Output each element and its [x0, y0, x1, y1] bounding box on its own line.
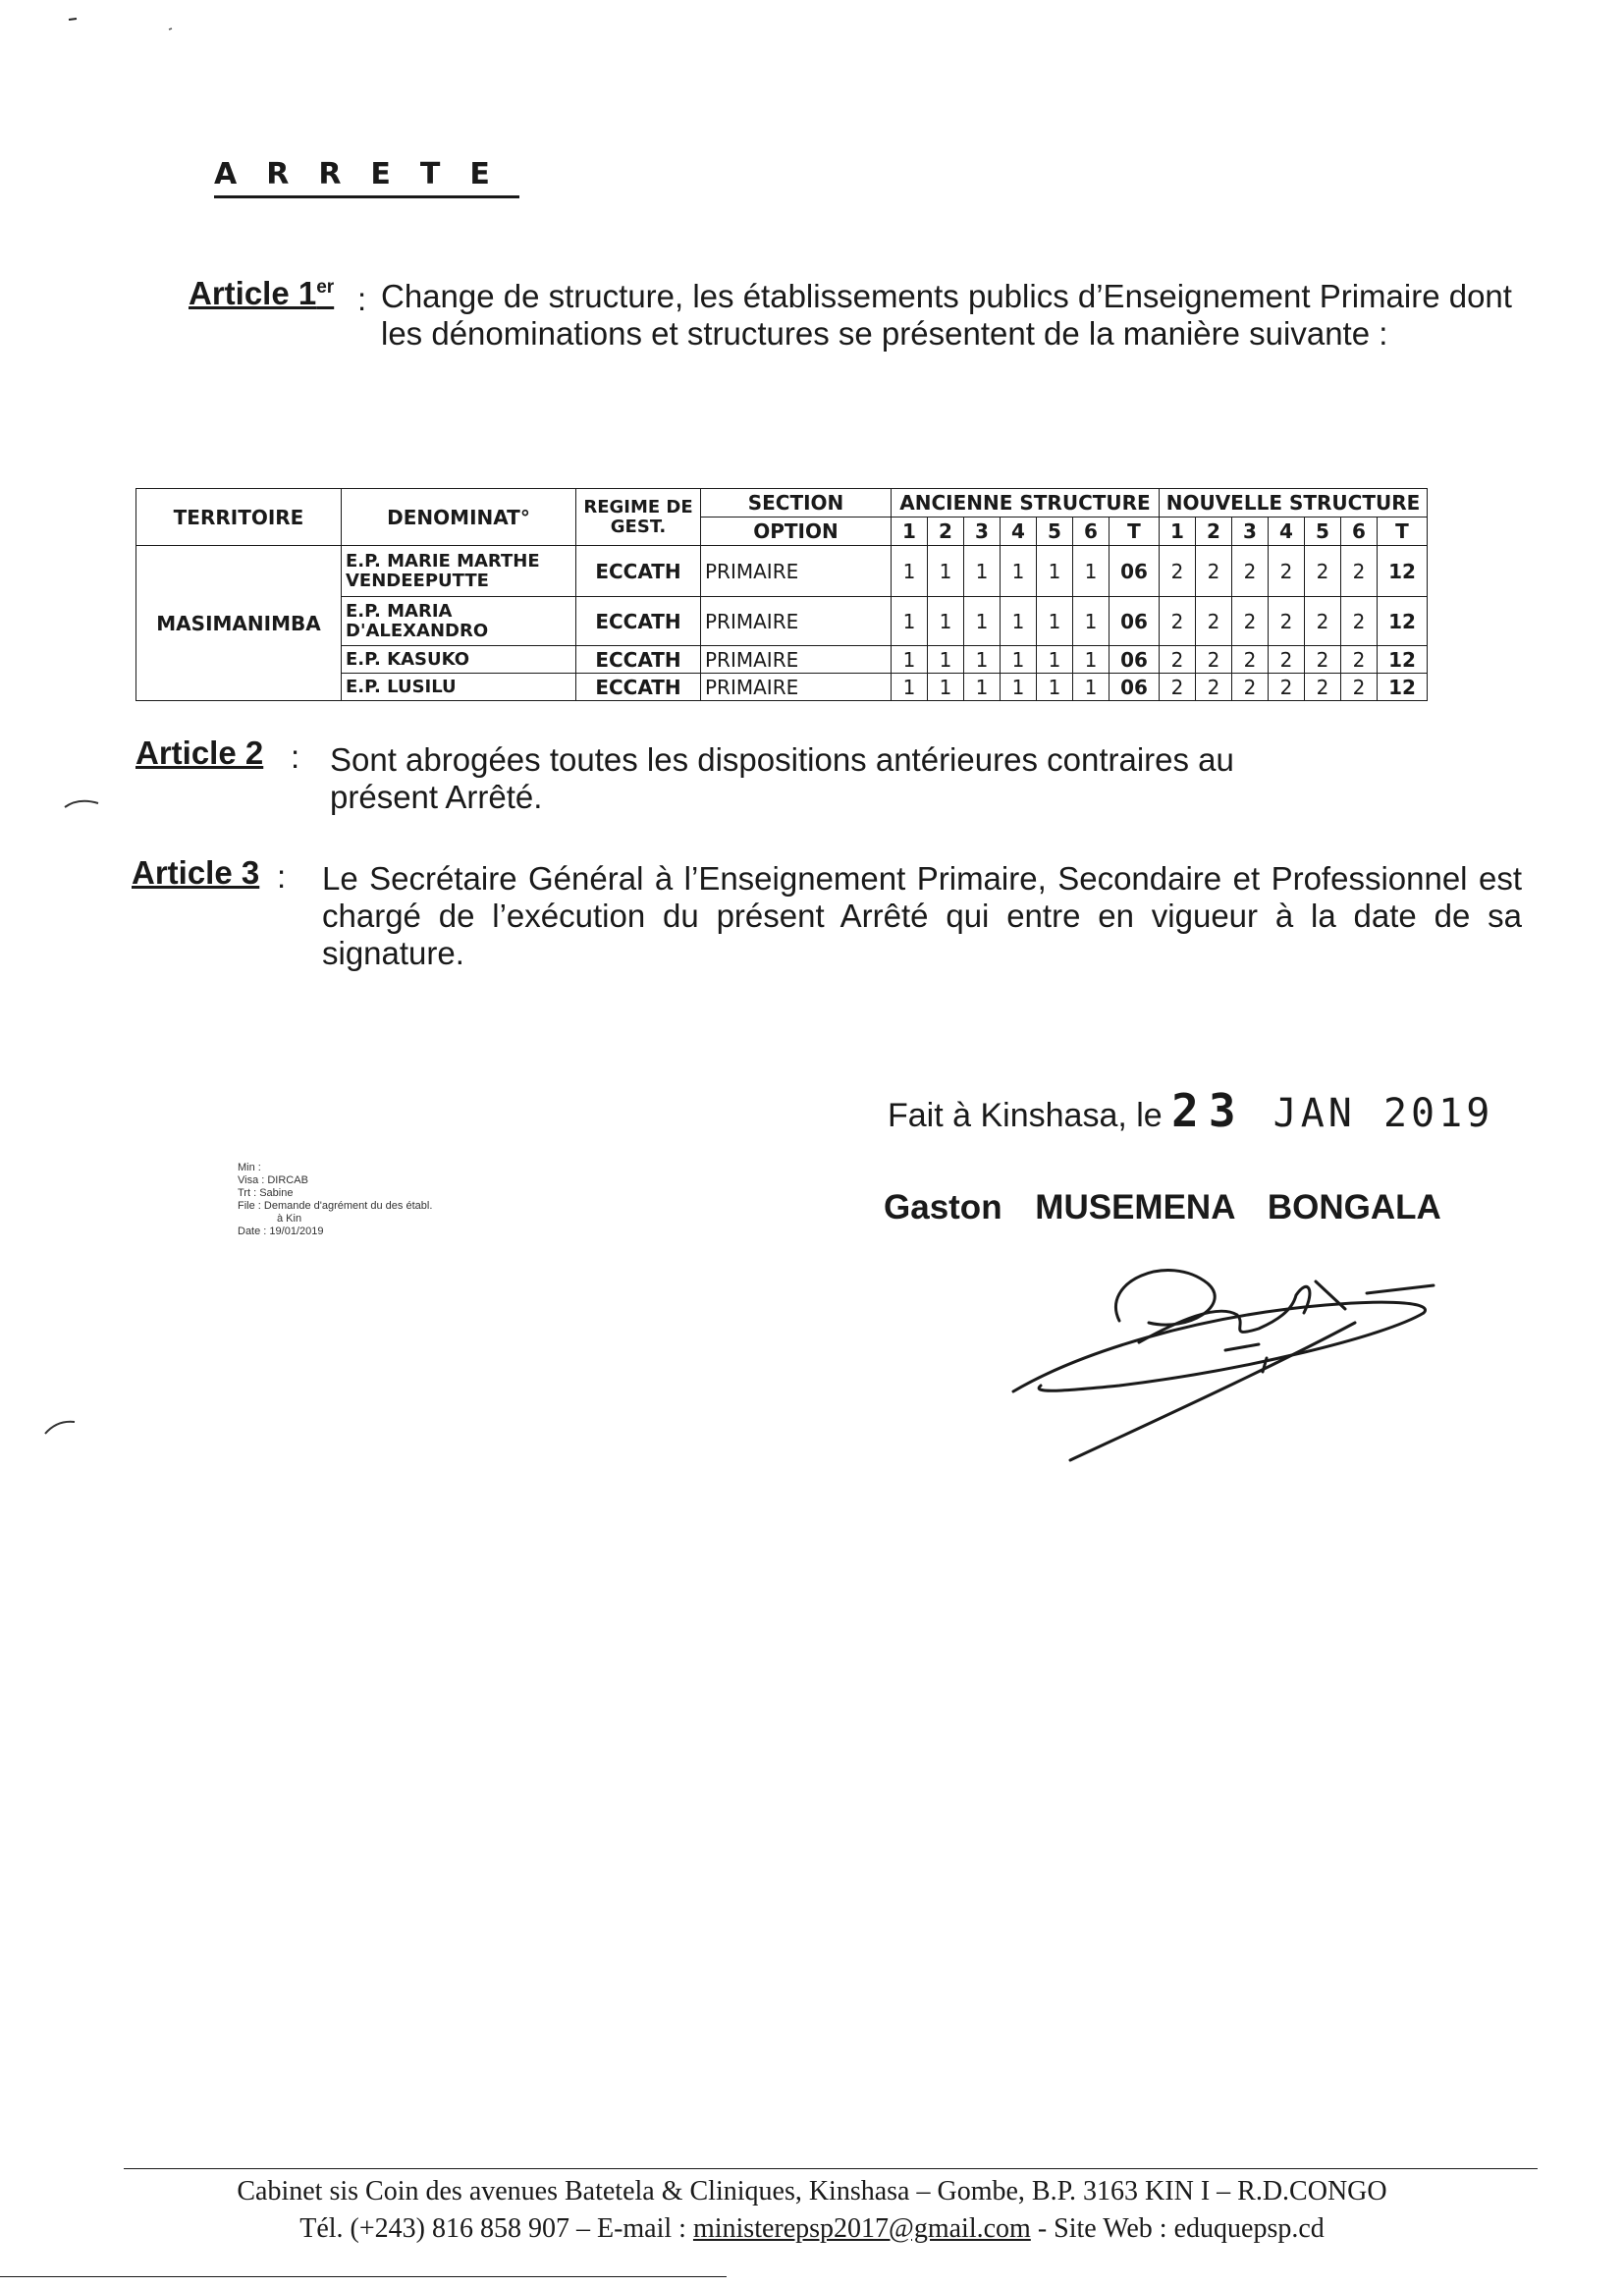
nouvelle-total-cell: 12: [1378, 646, 1428, 674]
nouvelle-cell: 2: [1232, 546, 1269, 597]
header-col: 2: [928, 518, 964, 546]
ancienne-cell: 1: [928, 546, 964, 597]
nouvelle-cell: 2: [1341, 674, 1378, 701]
page-heading: ARRETE: [214, 157, 519, 198]
ancienne-cell: 1: [892, 597, 928, 646]
option-cell: PRIMAIRE: [701, 597, 892, 646]
meta-min: Min :: [238, 1162, 261, 1173]
meta-date: Date : 19/01/2019: [238, 1226, 324, 1237]
nouvelle-cell: 2: [1269, 546, 1305, 597]
ancienne-cell: 1: [964, 597, 1001, 646]
metadata-block: [238, 1162, 473, 1238]
nouvelle-cell: 2: [1269, 646, 1305, 674]
nouvelle-cell: 2: [1305, 546, 1341, 597]
meta-file-2: à Kin: [277, 1213, 302, 1225]
date-stamp: [1171, 1084, 1494, 1137]
header-col: 6: [1341, 518, 1378, 546]
header-regime: REGIME DE GEST.: [576, 489, 701, 546]
nouvelle-cell: 2: [1232, 674, 1269, 701]
header-territoire: TERRITOIRE: [136, 489, 342, 546]
footer-contact: [0, 2210, 1624, 2248]
footer: [0, 2173, 1624, 2248]
nouvelle-cell: 2: [1305, 674, 1341, 701]
ancienne-cell: 1: [964, 546, 1001, 597]
ancienne-cell: 1: [1073, 646, 1110, 674]
date-day: 23: [1171, 1084, 1246, 1137]
ancienne-total-cell: 06: [1110, 546, 1160, 597]
ancienne-cell: 1: [892, 646, 928, 674]
handwritten-signature: [1001, 1242, 1463, 1468]
ancienne-cell: 1: [1001, 546, 1037, 597]
nouvelle-cell: 2: [1196, 674, 1232, 701]
regime-cell: ECCATH: [576, 674, 701, 701]
nouvelle-cell: 2: [1160, 597, 1196, 646]
nouvelle-cell: 2: [1196, 546, 1232, 597]
article1-colon: :: [357, 281, 367, 317]
structure-table: [135, 488, 1428, 701]
nouvelle-cell: 2: [1341, 646, 1378, 674]
header-section: SECTION: [701, 489, 892, 518]
ancienne-cell: 1: [1001, 674, 1037, 701]
article3-label: Article 3: [132, 854, 260, 891]
denominat-cell: E.P. LUSILU: [342, 674, 576, 701]
nouvelle-cell: 2: [1232, 597, 1269, 646]
ancienne-cell: 1: [1037, 546, 1073, 597]
ancienne-cell: 1: [928, 597, 964, 646]
article2-colon: :: [291, 738, 300, 775]
header-col: 1: [892, 518, 928, 546]
header-col: 5: [1305, 518, 1341, 546]
regime-cell: ECCATH: [576, 546, 701, 597]
article3-text: Le Secrétaire Général à l’Enseignement Primaire, Secondaire et Professionnel est chargé de l’exécution du présent Arrêté qui entre en vigueur à la date de sa signature.: [322, 860, 1522, 971]
ancienne-cell: 1: [1073, 546, 1110, 597]
ancienne-total-cell: 06: [1110, 597, 1160, 646]
nouvelle-cell: 2: [1232, 646, 1269, 674]
nouvelle-cell: 2: [1269, 597, 1305, 646]
nouvelle-cell: 2: [1341, 597, 1378, 646]
header-denominat: DENOMINAT°: [342, 489, 576, 546]
nouvelle-cell: 2: [1341, 546, 1378, 597]
ancienne-cell: 1: [1001, 597, 1037, 646]
header-col: 1: [1160, 518, 1196, 546]
territoire-cell: MASIMANIMBA: [136, 546, 342, 701]
header-col: 3: [964, 518, 1001, 546]
ancienne-cell: 1: [1037, 597, 1073, 646]
header-col: 4: [1001, 518, 1037, 546]
ancienne-cell: 1: [1037, 674, 1073, 701]
footer-rule-top: [124, 2168, 1538, 2169]
date-month-year: JAN 2019: [1272, 1091, 1494, 1136]
article1-text: Change de structure, les établissements publics d’Enseignement Primaire dont les dénominations et structures se présentent de la manière suivante :: [381, 278, 1512, 352]
meta-visa: Visa : DIRCAB: [238, 1174, 308, 1186]
table-row: [136, 546, 1428, 597]
denominat-cell: E.P. MARIE MARTHE VENDEEPUTTE: [342, 546, 576, 597]
header-col-total: T: [1378, 518, 1428, 546]
article1-label: [189, 275, 334, 312]
header-col: 4: [1269, 518, 1305, 546]
article1-label-sup: er: [316, 277, 335, 298]
option-cell: PRIMAIRE: [701, 546, 892, 597]
nouvelle-total-cell: 12: [1378, 597, 1428, 646]
article2-label: Article 2: [135, 735, 264, 771]
option-cell: PRIMAIRE: [701, 646, 892, 674]
footer-tel: Tél. (+243) 816 858 907 – E-mail :: [299, 2213, 686, 2244]
ancienne-cell: 1: [928, 646, 964, 674]
ancienne-cell: 1: [964, 646, 1001, 674]
nouvelle-cell: 2: [1196, 597, 1232, 646]
nouvelle-cell: 2: [1305, 597, 1341, 646]
ancienne-cell: 1: [964, 674, 1001, 701]
footer-address: Cabinet sis Coin des avenues Batetela & Cliniques, Kinshasa – Gombe, B.P. 3163 KIN I – R.D.CONGO: [237, 2176, 1387, 2206]
nouvelle-cell: 2: [1305, 646, 1341, 674]
footer-website: - Site Web : eduquepsp.cd: [1037, 2213, 1325, 2244]
meta-trt: Trt : Sabine: [238, 1187, 294, 1199]
footer-rule-bottom: [0, 2276, 727, 2277]
nouvelle-total-cell: 12: [1378, 546, 1428, 597]
ancienne-cell: 1: [928, 674, 964, 701]
article1-label-text: Article 1: [189, 275, 317, 311]
header-col: 6: [1073, 518, 1110, 546]
nouvelle-cell: 2: [1160, 546, 1196, 597]
ancienne-cell: 1: [1037, 646, 1073, 674]
ancienne-cell: 1: [1073, 674, 1110, 701]
meta-file: File : Demande d'agrément du des établ.: [238, 1200, 433, 1212]
ancienne-total-cell: 06: [1110, 674, 1160, 701]
nouvelle-cell: 2: [1196, 646, 1232, 674]
ancienne-cell: 1: [892, 674, 928, 701]
regime-cell: ECCATH: [576, 597, 701, 646]
article3-colon: :: [277, 858, 287, 895]
header-col: 5: [1037, 518, 1073, 546]
header-col: 2: [1196, 518, 1232, 546]
header-col-total: T: [1110, 518, 1160, 546]
header-option: OPTION: [701, 518, 892, 546]
ancienne-cell: 1: [1073, 597, 1110, 646]
article2-text: Sont abrogées toutes les dispositions antérieures contraires au présent Arrêté.: [330, 741, 1234, 815]
place-label: Fait à Kinshasa, le: [888, 1097, 1163, 1134]
header-col: 3: [1232, 518, 1269, 546]
denominat-cell: E.P. KASUKO: [342, 646, 576, 674]
denominat-cell: E.P. MARIA D'ALEXANDRO: [342, 597, 576, 646]
ancienne-total-cell: 06: [1110, 646, 1160, 674]
table-header-row-1: [136, 489, 1428, 518]
regime-cell: ECCATH: [576, 646, 701, 674]
nouvelle-cell: 2: [1160, 646, 1196, 674]
ancienne-cell: 1: [1001, 646, 1037, 674]
signatory-name: Gaston MUSEMENA BONGALA: [884, 1188, 1441, 1226]
ancienne-cell: 1: [892, 546, 928, 597]
place-and-date: [888, 1084, 1493, 1137]
footer-email-link[interactable]: ministerepsp2017@gmail.com: [692, 2213, 1031, 2244]
nouvelle-cell: 2: [1160, 674, 1196, 701]
option-cell: PRIMAIRE: [701, 674, 892, 701]
nouvelle-cell: 2: [1269, 674, 1305, 701]
nouvelle-total-cell: 12: [1378, 674, 1428, 701]
header-nouvelle-structure: NOUVELLE STRUCTURE: [1160, 489, 1428, 518]
header-ancienne-structure: ANCIENNE STRUCTURE: [892, 489, 1160, 518]
